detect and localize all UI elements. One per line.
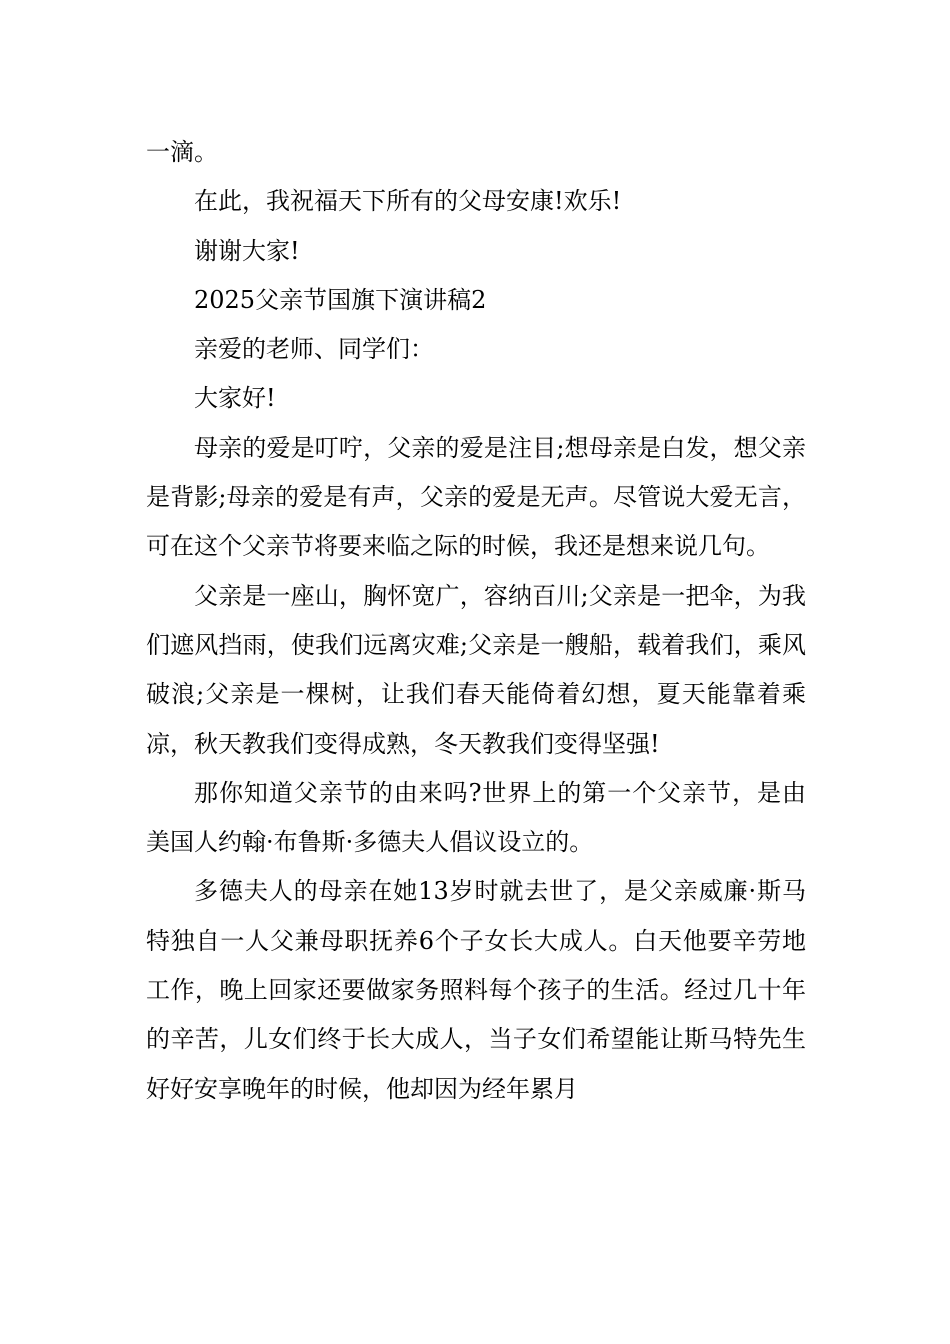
paragraph-body: 多德夫人的母亲在她13岁时就去世了，是父亲威廉·斯马特独自一人父兼母职抚养6个子女长大成人。白天他要辛劳地工作，晚上回家还要做家务照料每个孩子的生活。经过几十年的辛苦，儿女们终于长大成人，当子女们希望能让斯马特先生好好安享晚年的时候，他却因为经年累月 [146, 877, 806, 1103]
paragraph-thanks: 谢谢大家! [194, 236, 300, 265]
section-title: 2025父亲节国旗下演讲稿2 [194, 285, 487, 314]
paragraph-blessing: 在此，我祝福天下所有的父母安康!欢乐! [194, 187, 622, 216]
paragraph-continuation: 一滴。 [146, 138, 218, 166]
paragraph-greeting: 大家好! [194, 384, 276, 413]
paragraph-body: 母亲的爱是叮咛，父亲的爱是注目;想母亲是白发，想父亲是背影;母亲的爱是有声，父亲的爱是无声。尽管说大爱无言，可在这个父亲节将要来临之际的时候，我还是想来说几句。 [146, 433, 806, 561]
paragraph-body: 那你知道父亲节的由来吗?世界上的第一个父亲节，是由美国人约翰·布鲁斯·多德夫人倡议设立的。 [146, 778, 806, 857]
document-body [146, 128, 806, 1114]
paragraph-body: 父亲是一座山，胸怀宽广，容纳百川;父亲是一把伞，为我们遮风挡雨，使我们远离灾难;父亲是一艘船，载着我们，乘风破浪;父亲是一棵树，让我们春天能倚着幻想，夏天能靠着乘凉，秋天教我们变得成熟，冬天教我们变得坚强! [146, 581, 806, 758]
paragraph-salutation: 亲爱的老师、同学们： [194, 335, 434, 364]
